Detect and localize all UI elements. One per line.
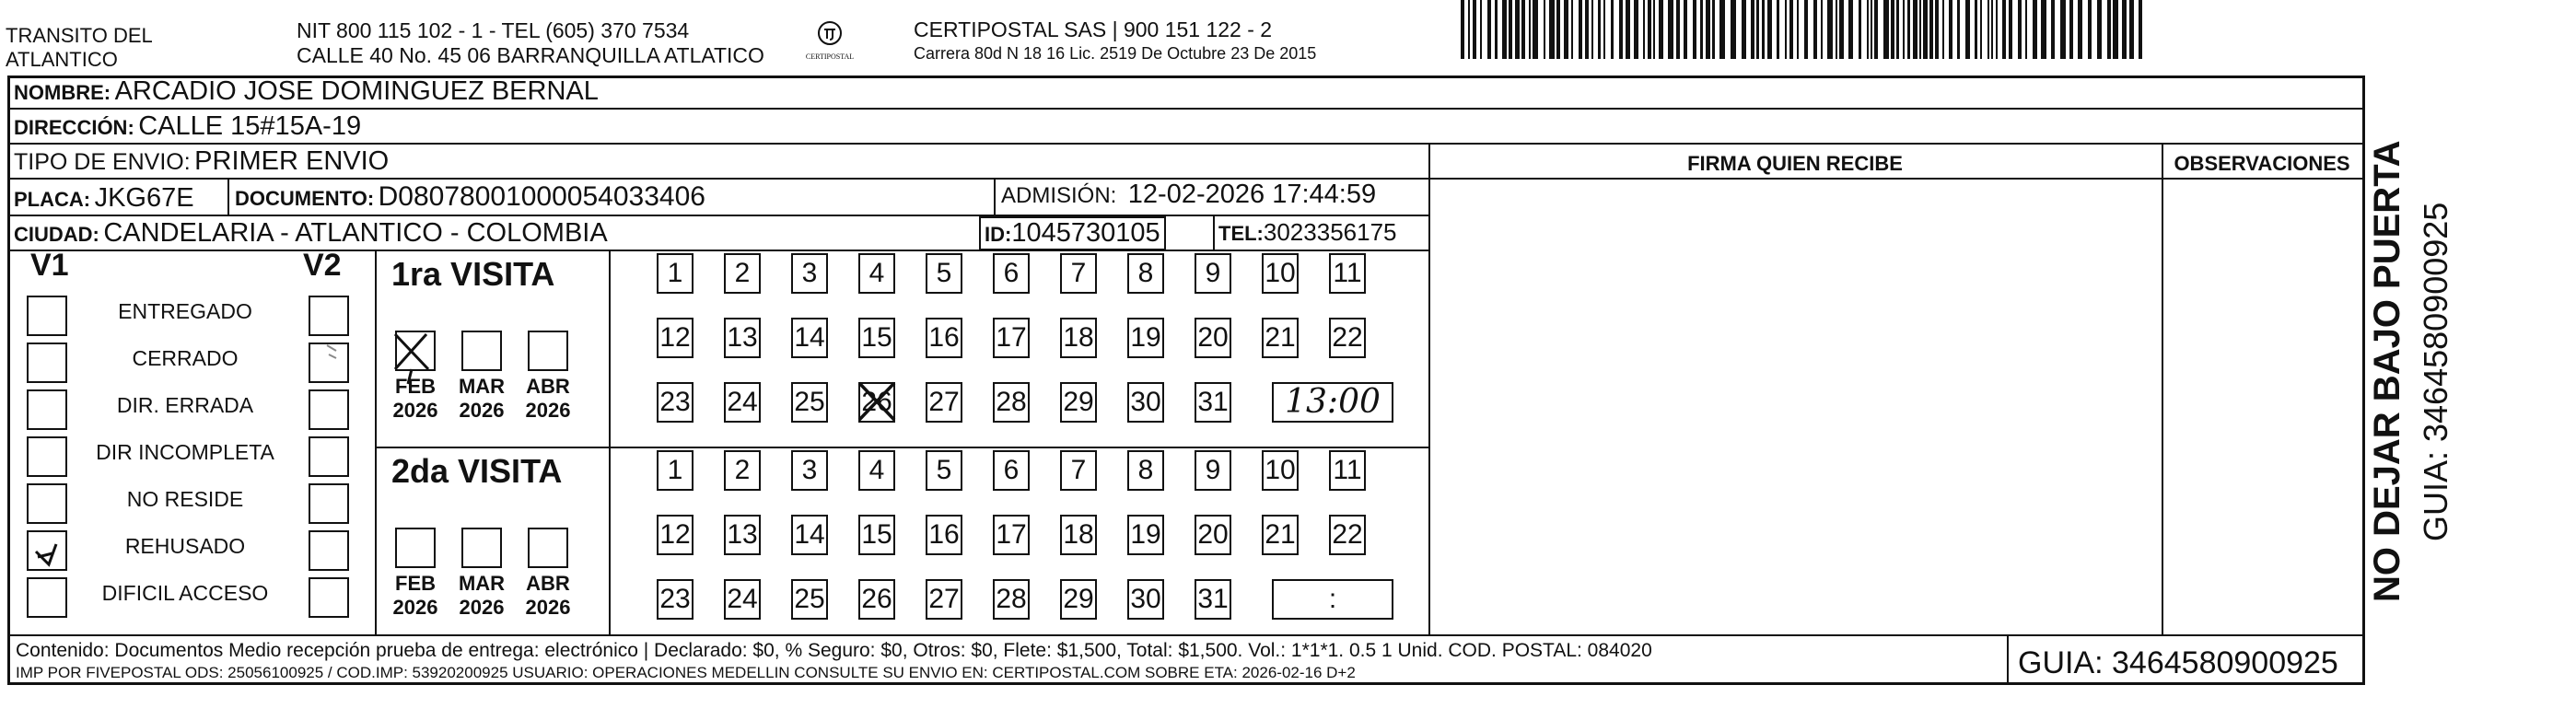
reason-label: DIR. ERRADA	[116, 393, 254, 417]
delivery-form	[7, 75, 2365, 685]
tel-value: 3023356175	[1263, 218, 1397, 246]
day-box[interactable]: 15	[858, 515, 895, 555]
day-box[interactable]: 29	[1060, 382, 1097, 423]
month-name: FEB	[395, 572, 436, 595]
day-box[interactable]: 10	[1262, 450, 1299, 491]
month-year: 2026	[525, 399, 571, 422]
courier-address: Carrera 80d N 18 16 Lic. 2519 De Octubre 23 De 2015	[914, 44, 1317, 63]
day-box[interactable]: 13	[724, 318, 761, 358]
issuer-address: CALLE 40 No. 45 06 BARRANQUILLA ATLATICO	[297, 43, 764, 67]
id-value: 1045730105	[1011, 218, 1160, 248]
day-box[interactable]: 3	[791, 450, 828, 491]
visit-title: 1ra VISITA	[391, 255, 555, 293]
day-box[interactable]: 18	[1060, 318, 1097, 358]
day-box[interactable]: 17	[993, 515, 1030, 555]
ciudad-label: CIUDAD:	[14, 223, 99, 246]
issuer-name	[6, 24, 153, 72]
day-box[interactable]: 28	[993, 579, 1030, 620]
day-box[interactable]: 22	[1329, 515, 1366, 555]
day-box[interactable]: 27	[926, 579, 962, 620]
day-box[interactable]: 20	[1195, 318, 1231, 358]
footer-content	[16, 640, 1652, 684]
day-box[interactable]: 25	[791, 579, 828, 620]
reason-label: ENTREGADO	[118, 299, 252, 323]
day-box[interactable]: 29	[1060, 579, 1097, 620]
v2-label: V2	[303, 248, 342, 283]
day-box[interactable]: 9	[1195, 450, 1231, 491]
day-box[interactable]: 9	[1195, 253, 1231, 294]
day-box[interactable]: 31	[1195, 579, 1231, 620]
barcode	[1461, 0, 2146, 59]
day-box[interactable]: 13	[724, 515, 761, 555]
day-box[interactable]: 8	[1127, 253, 1164, 294]
direccion-value: CALLE 15#15A-19	[138, 111, 362, 141]
firma-header: FIRMA QUIEN RECIBE	[1687, 152, 1903, 175]
day-box[interactable]: 14	[791, 318, 828, 358]
admision-value: 12-02-2026 17:44:59	[1127, 180, 1377, 209]
day-box[interactable]: 23	[657, 382, 694, 423]
month-name: MAR	[458, 572, 506, 595]
side-notice: NO DEJAR BAJO PUERTA	[2367, 140, 2407, 602]
day-box[interactable]: 24	[724, 579, 761, 620]
courier-name: CERTIPOSTAL SAS | 900 151 122 - 2	[914, 17, 1273, 41]
day-box[interactable]: 1	[657, 450, 694, 491]
reason-label: NO RESIDE	[126, 487, 244, 511]
reason-label: DIFICIL ACCESO	[101, 581, 269, 605]
day-box[interactable]: 3	[791, 253, 828, 294]
day-box[interactable]: 4	[858, 450, 895, 491]
day-box[interactable]: 28	[993, 382, 1030, 423]
day-box[interactable]: 26	[858, 579, 895, 620]
day-box[interactable]: 10	[1262, 253, 1299, 294]
side-guia: GUIA: 3464580900925	[2417, 202, 2454, 541]
issuer-line-2: ATLANTICO	[6, 48, 118, 71]
month-year: 2026	[459, 399, 505, 422]
direccion-label: DIRECCIÓN:	[14, 116, 134, 139]
day-box[interactable]: 19	[1127, 515, 1164, 555]
footer-line-1: Contenido: Documentos Medio recepción prueba de entrega: electrónico | Declarado: $0, % Seguro: $0, Otros: $0, Flete: $1,500, Total: $1,500. Vol.: 1*1*1. 0.5 1 Unid. COD. POSTAL: 084020	[16, 640, 1652, 661]
documento-value: D08078001000054033406	[378, 181, 705, 212]
day-box[interactable]: 22	[1329, 318, 1366, 358]
documento-label: DOCUMENTO:	[235, 187, 375, 210]
tipo-envio-value: PRIMER ENVIO	[194, 146, 390, 176]
day-box[interactable]: 2	[724, 450, 761, 491]
month-year: 2026	[392, 596, 438, 619]
month-year: 2026	[459, 596, 505, 619]
day-box[interactable]: 21	[1262, 318, 1299, 358]
day-box[interactable]: 19	[1127, 318, 1164, 358]
day-box[interactable]: 11	[1329, 450, 1366, 491]
issuer-contact	[297, 18, 764, 68]
day-box[interactable]: 16	[926, 318, 962, 358]
footer-line-2: IMP POR FIVEPOSTAL ODS: 25056100925 / COD.IMP: 53920200925 USUARIO: OPERACIONES MEDELLIN CONSULTE SU ENVIO EN: CERTIPOSTAL.COM SOBRE ETA: 2026-02-16 D+2	[16, 664, 1356, 681]
time-value: :	[1328, 584, 1337, 614]
month-year: 2026	[392, 399, 438, 422]
month-name: ABR	[526, 572, 570, 595]
reason-label: CERRADO	[132, 346, 239, 370]
nombre-label: NOMBRE:	[14, 81, 111, 104]
day-box[interactable]: 11	[1329, 253, 1366, 294]
reason-label: REHUSADO	[124, 534, 246, 558]
day-box[interactable]: 8	[1127, 450, 1164, 491]
month-name: FEB	[395, 375, 436, 398]
ciudad-value: CANDELARIA - ATLANTICO - COLOMBIA	[103, 218, 608, 248]
day-box[interactable]: 6	[993, 450, 1030, 491]
nombre-value: ARCADIO JOSE DOMINGUEZ BERNAL	[114, 76, 599, 106]
day-box[interactable]: 5	[926, 253, 962, 294]
barcode-graphic	[1461, 0, 2146, 59]
tipo-envio-label: TIPO DE ENVIO:	[14, 149, 191, 175]
day-box[interactable]: 18	[1060, 515, 1097, 555]
month-name: ABR	[526, 375, 570, 398]
day-box[interactable]: 23	[657, 579, 694, 620]
day-box[interactable]: 4	[858, 253, 895, 294]
logo-icon	[813, 20, 846, 48]
placa-label: PLACA:	[14, 188, 91, 211]
day-box[interactable]: 30	[1127, 579, 1164, 620]
day-box[interactable]: 5	[926, 450, 962, 491]
day-box[interactable]: 1	[657, 253, 694, 294]
tel-label: TEL:	[1218, 222, 1264, 245]
day-box[interactable]: 7	[1060, 450, 1097, 491]
day-box[interactable]: 7	[1060, 253, 1097, 294]
day-box[interactable]: 6	[993, 253, 1030, 294]
observaciones-header: OBSERVACIONES	[2174, 152, 2350, 175]
day-box[interactable]: 24	[724, 382, 761, 423]
handwritten-marks	[10, 78, 2368, 688]
day-box[interactable]: 12	[657, 318, 694, 358]
day-box[interactable]: 14	[791, 515, 828, 555]
v1-label: V1	[30, 248, 69, 283]
courier-info	[914, 17, 1316, 64]
issuer-nit: NIT 800 115 102 - 1 - TEL (605) 370 7534	[297, 18, 690, 42]
reason-label: DIR INCOMPLETA	[96, 440, 274, 464]
time-value: 13:00	[1285, 383, 1381, 421]
day-box[interactable]: 31	[1195, 382, 1231, 423]
day-box[interactable]: 27	[926, 382, 962, 423]
logo-text: CERTIPOSTAL	[805, 52, 855, 61]
day-box[interactable]: 26	[858, 382, 895, 423]
footer-guia: GUIA: 3464580900925	[2018, 645, 2338, 680]
month-name: MAR	[458, 375, 506, 398]
issuer-line-1: TRANSITO DEL	[6, 24, 153, 47]
day-box[interactable]: 30	[1127, 382, 1164, 423]
visit-title: 2da VISITA	[391, 452, 563, 490]
day-box[interactable]: 17	[993, 318, 1030, 358]
id-label: ID:	[985, 223, 1012, 246]
day-box[interactable]: 12	[657, 515, 694, 555]
day-box[interactable]: 21	[1262, 515, 1299, 555]
day-box[interactable]: 16	[926, 515, 962, 555]
certipostal-logo	[798, 20, 862, 63]
placa-value: JKG67E	[94, 183, 194, 213]
admision-label: ADMISIÓN:	[1001, 183, 1117, 208]
month-year: 2026	[525, 596, 571, 619]
day-box[interactable]: 20	[1195, 515, 1231, 555]
day-box[interactable]: 15	[858, 318, 895, 358]
day-box[interactable]: 25	[791, 382, 828, 423]
day-box[interactable]: 2	[724, 253, 761, 294]
